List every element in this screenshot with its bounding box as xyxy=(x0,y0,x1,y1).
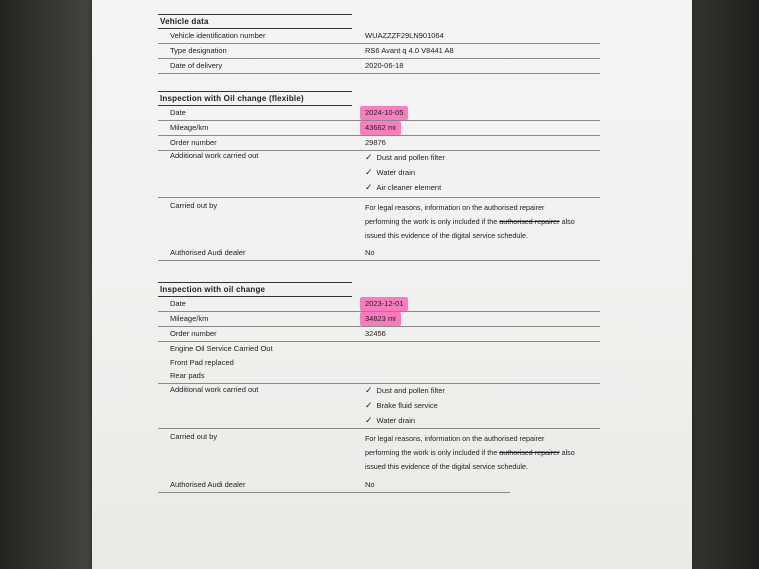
checkmark-icon: ✓ xyxy=(365,414,373,425)
section-title: Inspection with Oil change (flexible) xyxy=(158,91,352,106)
section-title: Vehicle data xyxy=(158,14,352,29)
list-item: Rear pads xyxy=(158,369,600,384)
table-row xyxy=(158,121,600,136)
checkmark-icon: ✓ xyxy=(365,399,373,410)
inspection-flexible-section xyxy=(158,91,600,261)
date-value: 2023-12-01 xyxy=(360,297,408,311)
background-left xyxy=(0,0,100,569)
table-row xyxy=(158,297,600,312)
carried-out-block xyxy=(158,429,600,477)
dealer-label: Authorised Audi dealer xyxy=(170,479,246,489)
legal-note: For legal reasons, information on the authorised repairer performing the work is only included if the authorised repairer also issued this evidence of the digital service schedule. xyxy=(365,433,575,471)
additional-work-block xyxy=(158,151,600,198)
checkmark-icon: ✓ xyxy=(365,182,373,192)
table-row xyxy=(158,29,600,44)
checkmark-icon: ✓ xyxy=(365,152,373,162)
carried-out-label: Carried out by xyxy=(170,201,218,210)
additional-work-label: Additional work carried out xyxy=(170,384,259,394)
mileage-value: 43662 mi xyxy=(360,121,401,135)
table-row xyxy=(158,106,600,121)
table-row xyxy=(158,136,600,151)
dealer-value: No xyxy=(365,248,375,257)
table-row xyxy=(158,477,510,493)
checklist-item: ✓ Water drain xyxy=(365,167,416,177)
order-value: 29876 xyxy=(365,138,386,147)
table-row xyxy=(158,59,600,74)
section-title: Inspection with oil change xyxy=(158,282,352,297)
checklist-item: ✓ Water drain xyxy=(365,414,416,425)
order-label: Order number xyxy=(170,138,217,147)
dealer-label: Authorised Audi dealer xyxy=(170,248,246,257)
list-item: Front Pad replaced xyxy=(170,357,234,367)
order-value: 32456 xyxy=(365,329,386,338)
date-value: 2024-10-05 xyxy=(360,106,408,120)
document-page xyxy=(92,0,692,569)
checklist-item: ✓ Air cleaner element xyxy=(365,182,442,192)
date-label: Date xyxy=(170,299,186,308)
list-item: Engine Oil Service Carried Out xyxy=(170,344,273,353)
order-label: Order number xyxy=(170,329,217,338)
carried-out-label: Carried out by xyxy=(170,431,218,441)
mileage-label: Mileage/km xyxy=(170,123,209,132)
checkmark-icon: ✓ xyxy=(365,167,373,177)
checkmark-icon: ✓ xyxy=(365,384,373,395)
legal-note: For legal reasons, information on the authorised repairer performing the work is only included if the authorised repairer also issued this evidence of the digital service schedule. xyxy=(365,203,575,240)
mileage-value: 34823 mi xyxy=(360,312,401,326)
row-label: Vehicle identification number xyxy=(170,31,266,40)
mileage-label: Mileage/km xyxy=(170,314,209,323)
checklist-item: ✓ Brake fluid service xyxy=(365,399,438,410)
additional-work-block xyxy=(158,384,600,429)
dealer-value: No xyxy=(365,479,375,489)
checklist-item: ✓ Dust and pollen filter xyxy=(365,384,445,395)
carried-out-block xyxy=(158,198,600,245)
date-label: Date xyxy=(170,108,186,117)
checklist-item: ✓ Dust and pollen filter xyxy=(365,152,445,162)
row-value: RS6 Avant q 4.0 V8441 A8 xyxy=(365,46,454,55)
row-label: Date of delivery xyxy=(170,61,223,70)
table-row xyxy=(158,245,600,261)
table-row xyxy=(158,312,600,327)
row-label: Type designation xyxy=(170,46,227,55)
table-row xyxy=(158,327,600,342)
row-value: 2020-06-18 xyxy=(365,61,404,70)
row-value: WUAZZZF29LN901064 xyxy=(365,31,444,40)
table-row xyxy=(158,44,600,59)
vehicle-data-section xyxy=(158,14,600,74)
inspection-section xyxy=(158,282,600,493)
additional-work-label: Additional work carried out xyxy=(170,151,259,160)
